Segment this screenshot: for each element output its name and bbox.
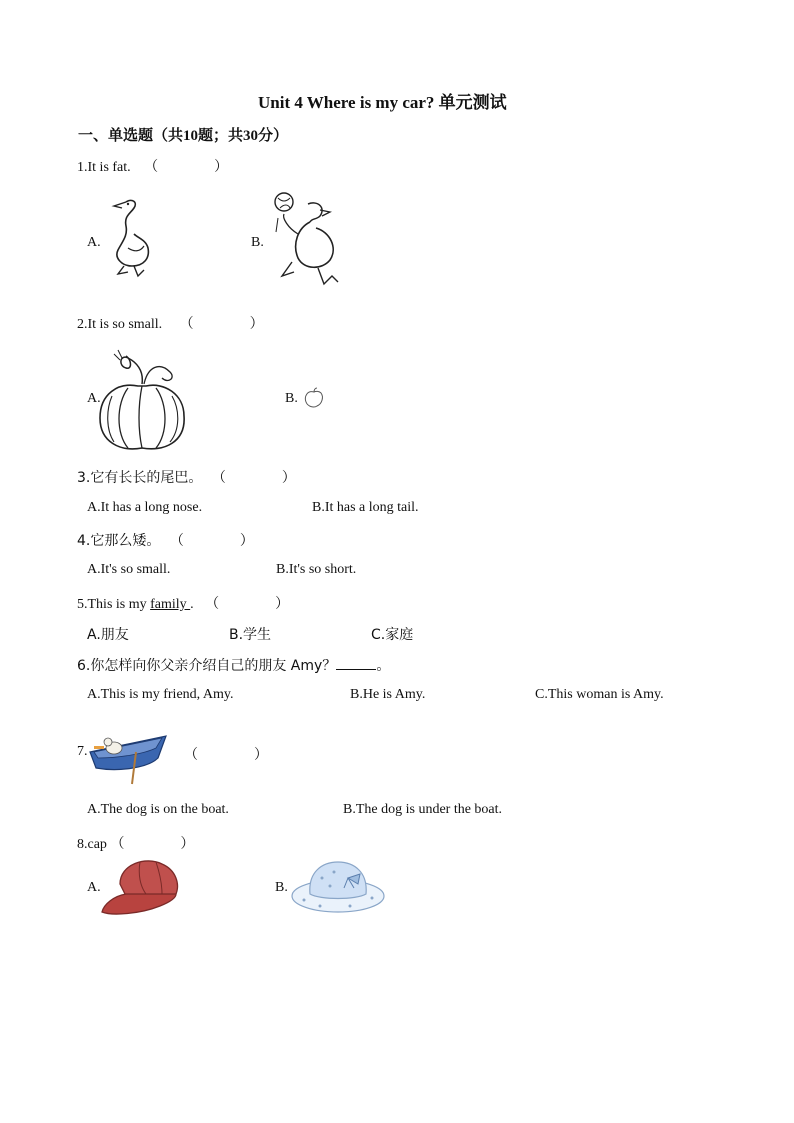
question-8 (77, 833, 194, 853)
question-5-stem: 5.This is my (77, 597, 151, 612)
answer-blank: （ ） (144, 160, 229, 175)
option-a[interactable]: A.The dog is on the boat. (87, 802, 229, 817)
question-6 (77, 655, 390, 675)
page-title: Unit 4 Where is my car? 单元测试 (258, 93, 507, 112)
option-c[interactable]: C.家庭 (371, 627, 414, 643)
option-a[interactable]: A. (87, 880, 101, 895)
pumpkin-icon (98, 344, 188, 454)
answer-blank: （ ） (110, 837, 195, 852)
sun-hat-icon (290, 858, 386, 916)
option-b[interactable]: B. (275, 880, 288, 895)
option-b[interactable]: B. (285, 391, 298, 406)
option-a[interactable]: A.This is my friend, Amy. (87, 687, 234, 702)
question-3 (77, 467, 296, 487)
option-b[interactable]: B.It has a long tail. (312, 500, 419, 515)
option-c[interactable]: C.This woman is Amy. (535, 687, 664, 702)
option-a[interactable]: A.朋友 (87, 627, 129, 643)
option-a[interactable]: A. (87, 391, 101, 406)
answer-blank: （ ） (179, 317, 264, 332)
answer-blank[interactable] (336, 657, 376, 670)
option-b[interactable]: B. (251, 235, 264, 250)
option-a[interactable]: A.It has a long nose. (87, 500, 203, 515)
answer-blank: （ ） (211, 471, 296, 486)
underlined-word: family (150, 597, 191, 612)
question-3-stem: 3.它有长长的尾巴。 (77, 470, 203, 486)
stem-period: . (190, 597, 194, 612)
question-6-stem: 6.你怎样向你父亲介绍自己的朋友 Amy？ (77, 658, 337, 674)
stem-end: 。 (376, 658, 391, 674)
option-b[interactable]: B.It's so short. (276, 562, 357, 577)
baseball-cap-icon (100, 854, 182, 918)
question-4 (77, 530, 254, 550)
option-a[interactable]: A.It's so small. (87, 562, 171, 577)
answer-blank: （ ） (205, 597, 290, 612)
option-a[interactable]: A. (87, 235, 101, 250)
question-2-stem: 2.It is so small. (77, 317, 163, 332)
question-2 (77, 313, 264, 333)
question-1 (77, 156, 228, 176)
small-fruit-icon (303, 387, 325, 409)
duck-ball-icon (268, 188, 344, 288)
section-heading: 一、单选题（共10题；共30分） (78, 128, 289, 144)
dog-in-boat-icon (88, 728, 170, 786)
question-5 (77, 593, 289, 613)
answer-blank: （ ） (184, 748, 268, 763)
question-1-stem: 1.It is fat. (77, 160, 131, 175)
goose-icon (104, 196, 154, 278)
question-8-stem: 8.cap (77, 837, 107, 852)
option-b[interactable]: B.学生 (229, 627, 272, 643)
question-4-stem: 4.它那么矮。 (77, 533, 161, 549)
option-b[interactable]: B.He is Amy. (350, 687, 426, 702)
answer-blank: （ ） (169, 534, 254, 549)
option-b[interactable]: B.The dog is under the boat. (343, 802, 503, 817)
question-7-number: 7. (77, 744, 88, 759)
